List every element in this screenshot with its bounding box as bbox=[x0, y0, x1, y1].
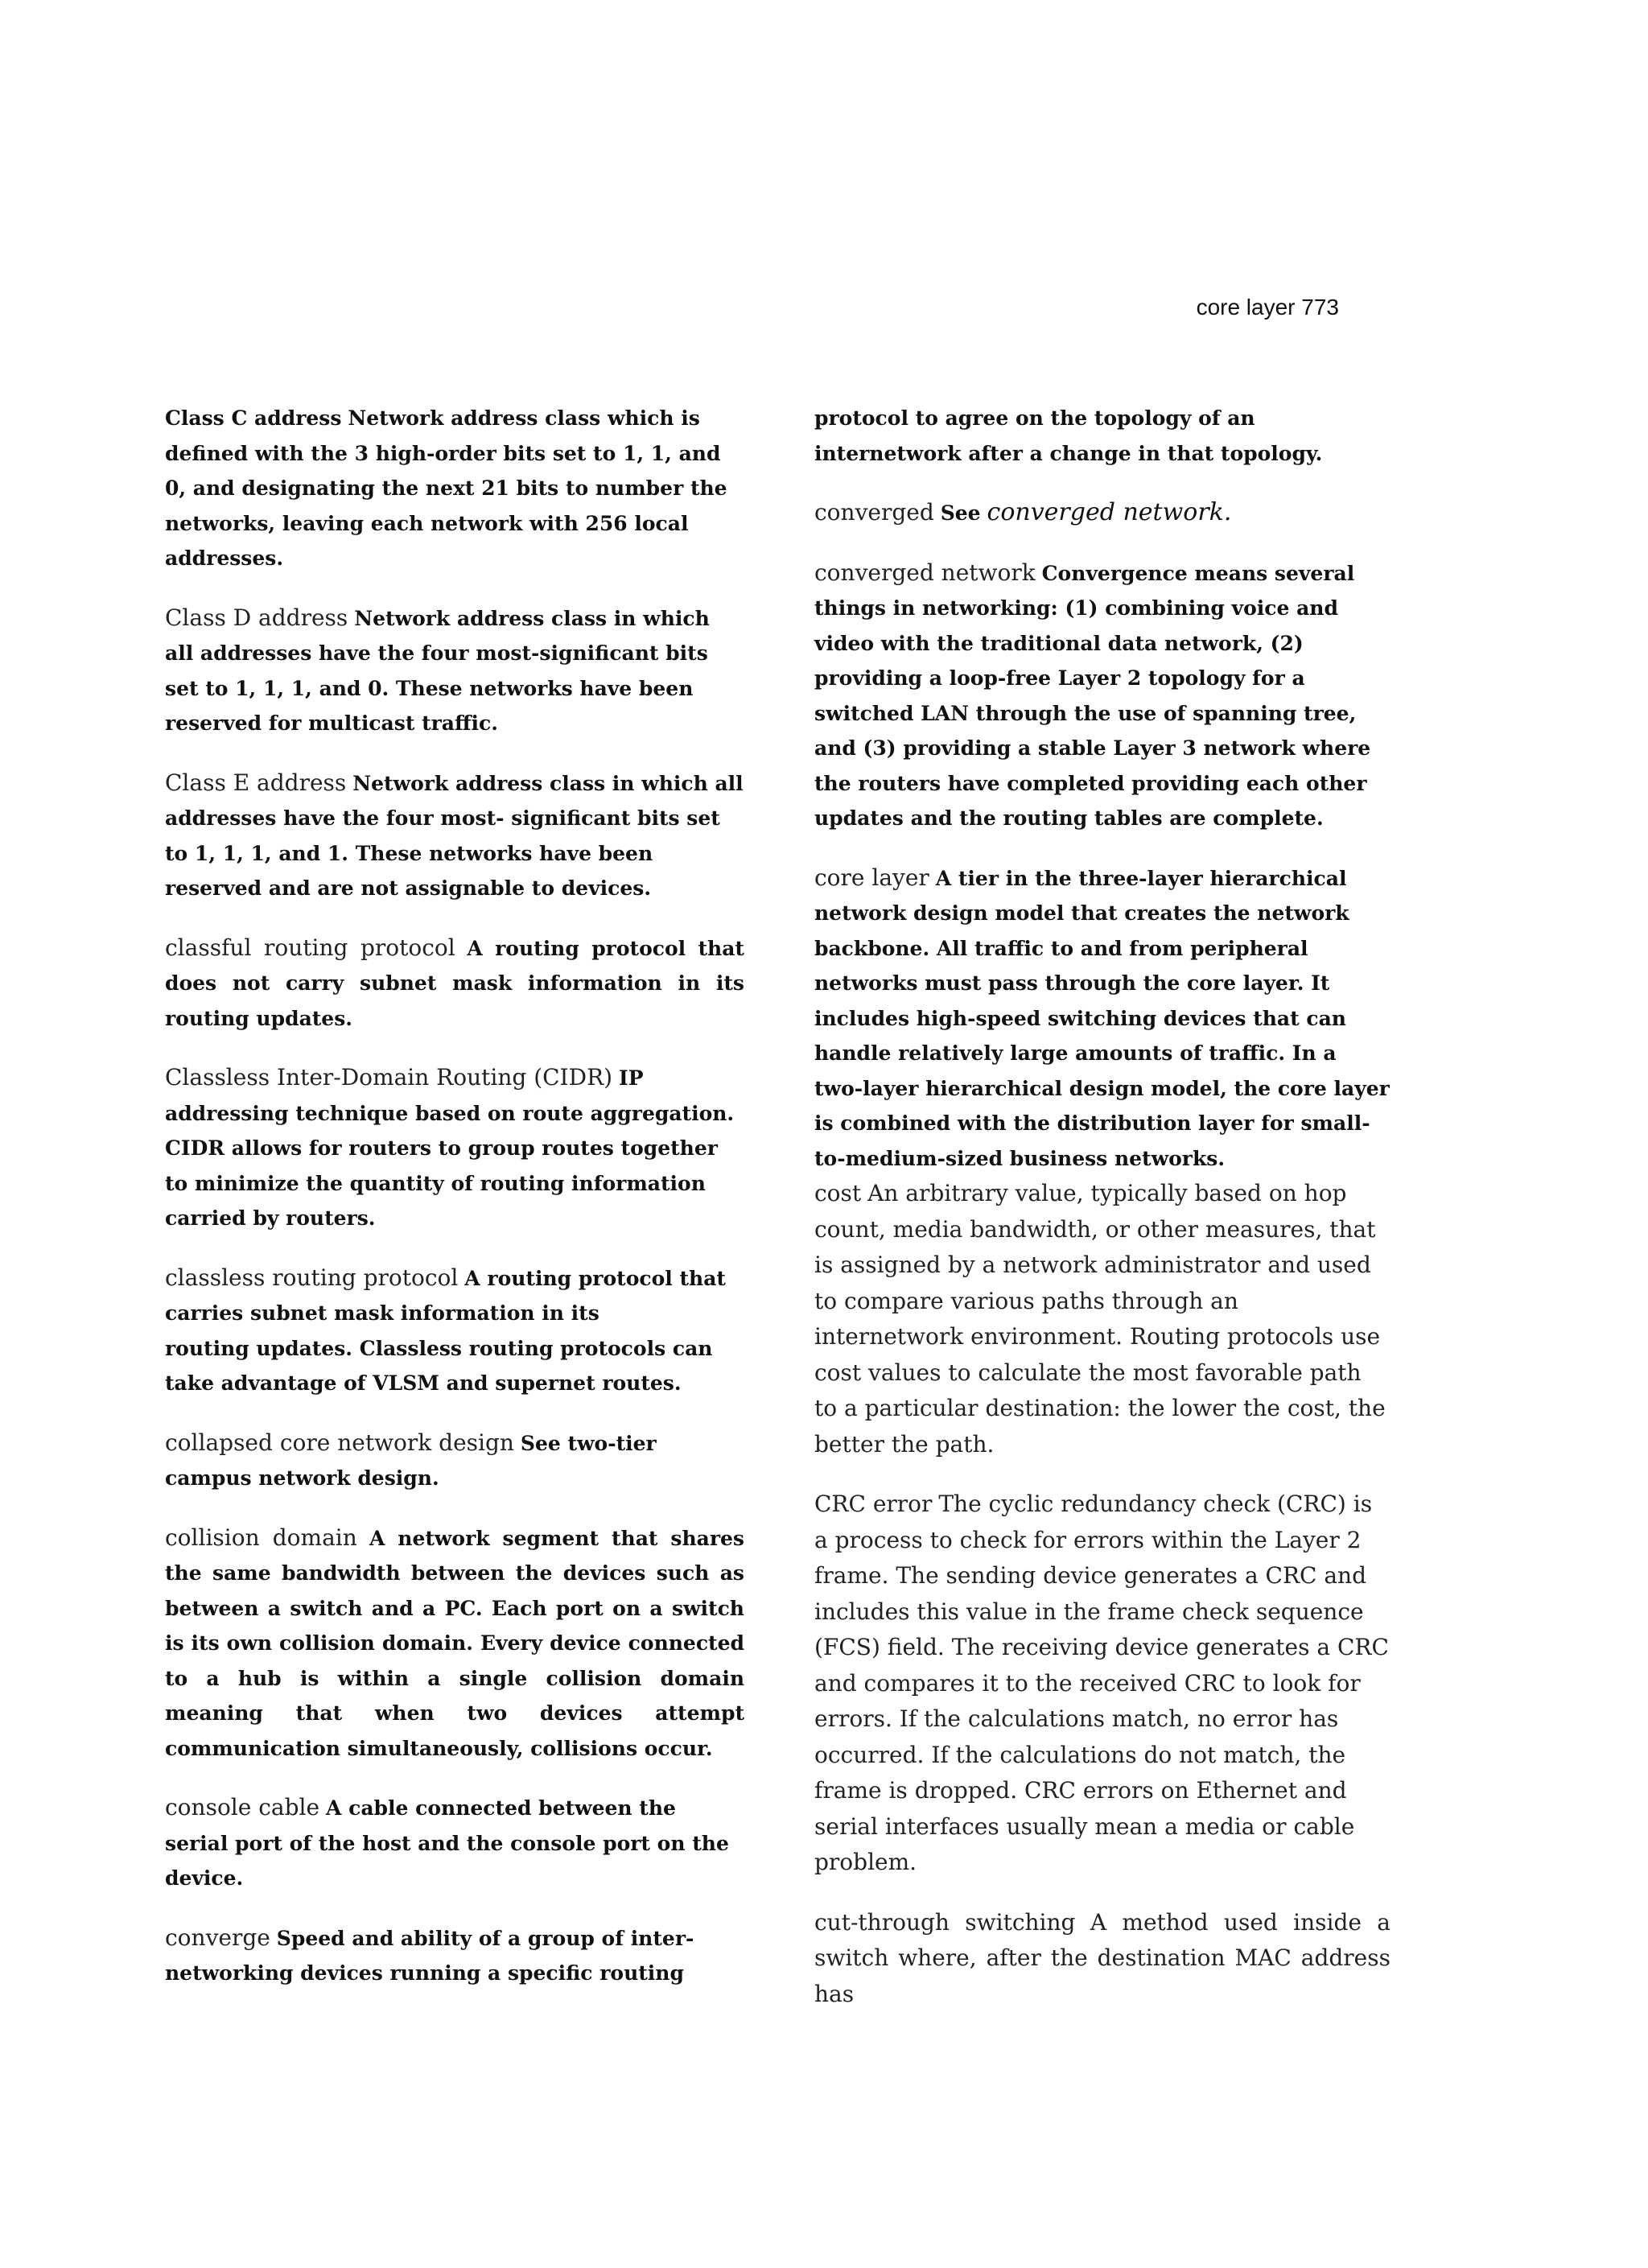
glossary-entry-cost bbox=[814, 1176, 1390, 1462]
glossary-definition: See two-tier campus network design. bbox=[165, 1431, 657, 1490]
glossary-entry-converged-network bbox=[814, 555, 1390, 836]
running-head: core layer 773 bbox=[1196, 295, 1339, 320]
glossary-definition: See bbox=[940, 501, 981, 525]
glossary-definition: A tier in the three-layer hierarchical network design model that creates the network backbone. All traffic to and from peripheral networks must pass through the core layer. It includes high-speed switching devices that can handle relatively large amounts of traffic. In a two-layer hierarchical design model, the core layer is combined with the distribution layer for small-to-medium-sized business networks. bbox=[814, 866, 1390, 1170]
glossary-definition: A network segment that shares the same bandwidth between the devices such as between a switch and a PC. Each port on a switch is its own collision domain. Every device connected to a hub is within a single collision domain meaning that when two devices attempt communication simultaneously, collisions occur. bbox=[165, 1526, 744, 1760]
glossary-term: classless routing protocol bbox=[165, 1264, 459, 1291]
glossary-definition: Convergence means several things in networking: (1) combining voice and video with the traditional data network, (2) providing a loop-free Layer 2 topology for a switched LAN through the use of spanning tree, and (3) providing a stable Layer 3 network where the routers have completed providing each other updates and the routing tables are complete. bbox=[814, 561, 1371, 830]
glossary-definition: A routing protocol that carries subnet mask information in its bbox=[165, 1266, 726, 1325]
glossary-definition: Network address class in which all addresses have the four most-significant bits set to 1, 1, 1, and 0. These networks have been reserved for multicast traffic. bbox=[165, 606, 710, 735]
glossary-entry-classful-routing-protocol bbox=[165, 930, 744, 1037]
glossary-definition: The cyclic redundancy check (CRC) is a process to check for errors within the Layer 2 frame. The sending device generates a CRC and includes this value in the frame check sequence (FCS) field. The receiving device generates a CRC and compares it to the received CRC to look for errors. If the calculations match, no error has occurred. If the calculations do not match, the frame is dropped. CRC errors on Ethernet and serial interfaces usually mean a media or cable problem. bbox=[814, 1491, 1389, 1875]
glossary-entry-cidr bbox=[165, 1060, 744, 1236]
glossary-term: Class E address bbox=[165, 769, 347, 796]
glossary-term: classful routing protocol bbox=[165, 934, 455, 961]
glossary-entry-converge bbox=[165, 1920, 744, 1991]
glossary-definition: A cable connected between the serial port of the host and the console port on the device. bbox=[165, 1796, 729, 1890]
glossary-entry-class-d-address bbox=[165, 600, 744, 741]
glossary-definition: Speed and ability of a group of inter-networking devices running a specific routing bbox=[165, 1926, 694, 1985]
glossary-definition: A routing protocol that does not carry subnet mask information in its routing updates. bbox=[165, 936, 744, 1030]
glossary-definition: Network address class which is defined with the 3 high-order bits set to 1, 1, and 0, and designating the next 21 bits to number the networks, leaving each network with 256 local addresses. bbox=[165, 406, 727, 570]
glossary-definition: A method used inside a switch where, after the destination MAC address has bbox=[814, 1908, 1390, 2007]
glossary-entry-converged bbox=[814, 495, 1390, 531]
glossary-term: console cable bbox=[165, 1794, 320, 1821]
glossary-term: converge bbox=[165, 1924, 270, 1951]
glossary-definition: Network address class in which all addresses have the four most- significant bits set to 1, 1, 1, and 1. These networks have been reserved and are not assignable to devices. bbox=[165, 771, 744, 900]
glossary-term: CRC error bbox=[814, 1491, 933, 1517]
glossary-entry-converge-continued bbox=[814, 401, 1390, 471]
glossary-definition: protocol to agree on the topology of an internetwork after a change in that topology. bbox=[814, 406, 1323, 465]
left-column bbox=[165, 401, 744, 2015]
glossary-term: cut-through switching bbox=[814, 1908, 1076, 1936]
glossary-entry-class-c-address bbox=[165, 401, 744, 576]
glossary-definition-continued: routing updates. Classless routing protocols can take advantage of VLSM and supernet routes. bbox=[165, 1336, 713, 1395]
glossary-term: Classless Inter-Domain Routing (CIDR) bbox=[165, 1064, 613, 1091]
glossary-entry-classless-routing-protocol bbox=[165, 1260, 744, 1401]
glossary-term: core layer bbox=[814, 864, 929, 891]
right-column bbox=[814, 401, 1390, 2036]
glossary-term: collision domain bbox=[165, 1524, 357, 1551]
glossary-definition: IP addressing technique based on route aggregation. CIDR allows for routers to group routes together to minimize the quantity of routing information carried by routers. bbox=[165, 1066, 735, 1230]
glossary-entry-class-e-address bbox=[165, 765, 744, 906]
glossary-term: converged bbox=[814, 499, 934, 526]
glossary-entry-collision-domain bbox=[165, 1520, 744, 1767]
cross-reference: converged network. bbox=[987, 498, 1232, 526]
glossary-definition: An arbitrary value, typically based on hop count, media bandwidth, or other measures, that is assigned by a network administrator and used to compare various paths through an internetwork environment. Routing protocols use cost values to calculate the most favorable path to a particular destination: the lower the cost, the better the path. bbox=[814, 1180, 1386, 1458]
glossary-entry-core-layer bbox=[814, 860, 1390, 1177]
glossary-term: collapsed core network design bbox=[165, 1429, 514, 1456]
glossary-term: Class D address bbox=[165, 604, 348, 631]
glossary-term: cost bbox=[814, 1180, 862, 1206]
glossary-entry-console-cable bbox=[165, 1790, 744, 1896]
glossary-entry-collapsed-core-network-design bbox=[165, 1425, 744, 1496]
glossary-entry-cut-through-switching bbox=[814, 1905, 1390, 2013]
glossary-term: converged network bbox=[814, 559, 1036, 586]
glossary-term: Class C address bbox=[165, 406, 342, 430]
glossary-entry-crc-error bbox=[814, 1487, 1390, 1881]
